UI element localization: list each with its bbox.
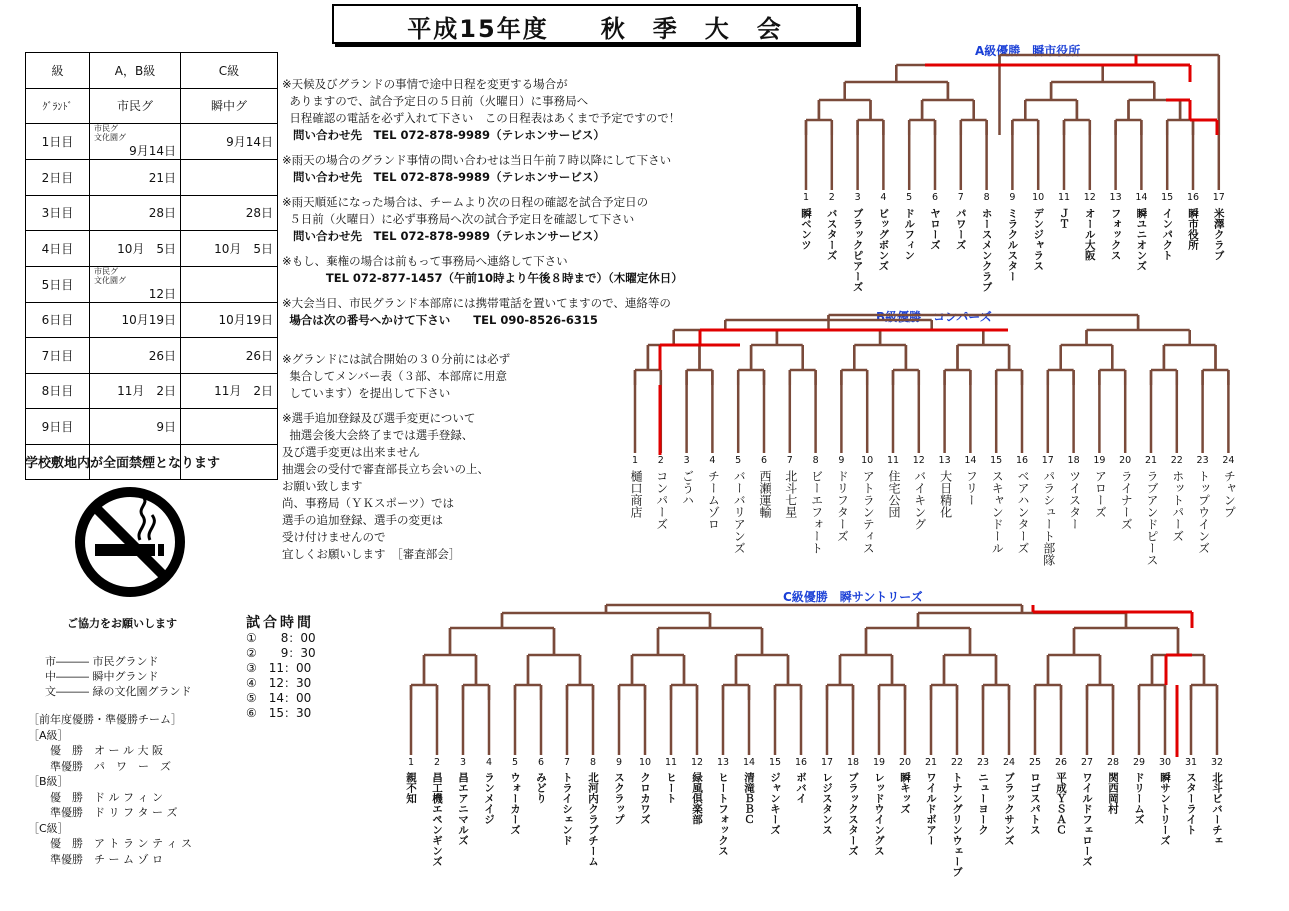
team-name: デンジャラス	[1032, 208, 1045, 271]
seed-number: 2	[657, 455, 664, 466]
seed-number: 9	[838, 455, 845, 466]
team-name: 樋口商店	[629, 470, 643, 518]
team-name: 北斗ビバーチェ	[1211, 772, 1223, 846]
team-name: トナングリンウェーブ	[951, 772, 963, 877]
team-name: 昌工機エペンギンズ	[431, 772, 443, 867]
note-line: 問い合わせ先 TEL 072‐878‐9989（テレホンサービス）	[292, 128, 605, 142]
day-cell: 8日目	[26, 373, 90, 409]
ground-c: 瞬中グ	[181, 88, 278, 124]
team-name: 瞬市役所	[1187, 208, 1199, 250]
team-name: スキャンドール	[990, 470, 1005, 554]
seed-number: 1	[631, 455, 639, 466]
champion-a: A級優勝 瞬市役所	[975, 44, 1081, 58]
c-cell: 10月19日	[181, 302, 278, 338]
note-line: 場合は次の番号へかけて下さい TEL 090‐8526‐6315	[289, 313, 598, 327]
header-cell: A，B級	[90, 53, 181, 89]
seed-number: 14	[742, 757, 756, 768]
team-name: オール大阪	[1083, 208, 1096, 261]
seed-number: 17	[820, 757, 834, 768]
ground-label: ｸﾞﾗﾝﾄﾞ	[26, 88, 90, 124]
seed-number: 12	[912, 455, 925, 466]
team-name: レッドウイングス	[873, 772, 885, 856]
seed-number: 26	[1054, 757, 1068, 768]
c-cell: 10月 5日	[181, 231, 278, 267]
team-name: ドリームズ	[1133, 772, 1145, 825]
note-line: TEL 072‐877‐1457（午前10時より午後８時まで）（木曜定休日）	[325, 271, 683, 285]
seed-number: 24	[1002, 757, 1016, 768]
note-line: しています）を提出して下さい	[289, 386, 451, 400]
team-name: ランメイジ	[483, 772, 495, 825]
team-name: ライナーズ	[1119, 470, 1134, 530]
seed-number: 8	[589, 757, 597, 768]
team-name: スターライト	[1185, 772, 1197, 835]
team-name: 住宅公団	[887, 470, 901, 518]
cooperation-text: ご協力をお願いします	[67, 617, 177, 630]
seed-number: 17	[1041, 455, 1054, 466]
seed-number: 8	[812, 455, 819, 466]
team-name: ビーエフォート	[809, 470, 824, 554]
team-name: ヤローズ	[929, 208, 941, 250]
team-name: ラブアンドピース	[1145, 470, 1159, 566]
team-name: フリー	[964, 470, 979, 506]
team-name: 親不知	[405, 772, 417, 804]
team-name: レジスタンス	[821, 772, 833, 835]
seed-number: 21	[924, 757, 938, 768]
seed-number: 13	[716, 757, 730, 768]
prev-item: 優 勝 ア ト ラ ン テ ィ ス	[50, 837, 192, 850]
seed-number: 6	[760, 455, 768, 466]
seed-number: 31	[1184, 757, 1198, 768]
note-line: 問い合わせ先 TEL 072‐878‐9989（テレホンサービス）	[292, 229, 605, 243]
seed-number: 9	[1009, 192, 1016, 203]
seed-number: 32	[1210, 757, 1224, 768]
seed-number: 13	[938, 455, 951, 466]
team-name: クロカワズ	[639, 772, 651, 825]
note-line: 抽選会後大会終了までは選手登録、	[289, 428, 474, 442]
seed-number: 4	[709, 455, 716, 466]
note-line: お願い致します	[282, 479, 363, 493]
prev-title: ［前年度優勝・準優勝チーム］	[28, 713, 182, 726]
seed-number: 1	[407, 757, 415, 768]
seed-number: 25	[1028, 757, 1042, 768]
team-name: 緑風倶楽部	[691, 772, 703, 825]
seed-number: 16	[794, 757, 808, 768]
seed-number: 10	[1032, 192, 1045, 203]
seed-number: 23	[976, 757, 990, 768]
prev-class-c: ［C級］	[28, 821, 69, 835]
seed-number: 15	[1161, 192, 1174, 203]
day-cell: 1日目	[26, 124, 90, 160]
team-name: 西瀬運輸	[758, 470, 772, 518]
prev-class-b: ［B級］	[28, 775, 69, 788]
seed-number: 13	[1109, 192, 1122, 203]
legend-item: 中――― 瞬中グランド	[45, 670, 159, 683]
note-line: ※雨天の場合のグランド事情の問い合わせは当日午前７時以降にして下さい	[282, 153, 672, 167]
team-name: 瞬キッズ	[899, 772, 911, 814]
seed-number: 5	[906, 192, 913, 203]
day-cell: 2日目	[26, 160, 90, 196]
c-cell: 26日	[181, 338, 278, 374]
team-name: ウォーカーズ	[509, 772, 521, 835]
team-name: 瞬サントリーズ	[1159, 772, 1171, 846]
ab-cell: 9日	[90, 409, 181, 445]
seed-number: 10	[638, 757, 652, 768]
prev-item: 優 勝 オ ー ル 大 阪	[50, 744, 163, 757]
header-cell: 級	[26, 53, 90, 89]
team-name: ビッグボンズ	[877, 208, 890, 271]
seed-number: 11	[1057, 192, 1071, 203]
prev-item: 優 勝 ド ル フ ィ ン	[50, 790, 163, 804]
prev-item: 準優勝 ド リ フ タ ー ズ	[50, 806, 178, 819]
seed-number: 8	[983, 192, 990, 203]
c-cell: 28日	[181, 195, 278, 231]
seed-number: 18	[1067, 455, 1080, 466]
team-name: トライシェンド	[561, 772, 573, 846]
team-name: ホースメンクラブ	[980, 208, 993, 292]
team-name: ヒート	[665, 772, 677, 804]
team-name: ブラックスターズ	[847, 772, 859, 856]
note-line: ※グランドには試合開始の３０分前には必ず	[282, 352, 511, 366]
team-name: ニューヨーク	[977, 772, 989, 835]
note-line: 尚、事務局（ＹＫスポーツ）では	[282, 496, 455, 510]
team-name: 関西岡村	[1107, 772, 1119, 814]
seed-number: 19	[872, 757, 886, 768]
time-item: ③ 11：00	[246, 661, 312, 675]
day-cell: 7日目	[26, 338, 90, 374]
team-name: 昌エアニマルズ	[457, 772, 469, 846]
seed-number: 18	[846, 757, 860, 768]
seed-number: 15	[990, 455, 1003, 466]
team-name: ベアハンターズ	[1016, 470, 1030, 554]
seed-number: 3	[854, 192, 861, 203]
note-line: ありますので、試合予定日の５日前（火曜日）に事務局へ	[289, 94, 589, 108]
seed-number: 30	[1158, 757, 1172, 768]
team-name: バイキング	[912, 470, 927, 530]
seed-number: 5	[735, 455, 742, 466]
team-name: 清滝ＢＢＣ	[743, 772, 755, 825]
seed-number: 17	[1212, 192, 1225, 203]
note-line: ※選手追加登録及び選手変更について	[282, 411, 476, 425]
note-line: 及び選手変更は出来ません	[282, 445, 420, 459]
team-name: ワイルドボアー	[925, 772, 937, 846]
seed-number: 7	[786, 455, 793, 466]
seed-number: 21	[1144, 455, 1158, 466]
team-name: パワーズ	[954, 208, 967, 250]
seed-number: 7	[563, 757, 571, 768]
time-item: ④ 12：30	[246, 676, 312, 690]
seed-number: 11	[664, 757, 678, 768]
time-item: ② 9：30	[246, 646, 316, 660]
seed-number: 16	[1186, 192, 1200, 203]
seed-number: 28	[1106, 757, 1120, 768]
ground-ab: 市民グ	[90, 88, 181, 124]
team-name: ツイスター	[1067, 470, 1082, 530]
seed-number: 27	[1080, 757, 1094, 768]
note-line: ５日前（火曜日）に必ず事務局へ次の試合予定日を確認して下さい	[289, 212, 635, 226]
team-name: ヒートフォックス	[717, 772, 729, 856]
seed-number: 14	[964, 455, 977, 466]
no-smoking-notice: 学校敷地内が全面禁煙となります	[25, 456, 221, 471]
match-times-title: 試合時間	[246, 615, 314, 631]
prev-class-a: ［A級］	[28, 728, 69, 742]
team-name: ホットパーズ	[1170, 470, 1185, 542]
seed-number: 22	[950, 757, 964, 768]
team-name: みどり	[535, 772, 547, 804]
team-name: ごうハ	[680, 470, 695, 506]
header-cell: C級	[181, 53, 278, 89]
team-name: フォックス	[1109, 208, 1122, 261]
champion-b: B級優勝 コンパーズ	[876, 310, 992, 324]
seed-number: 11	[886, 455, 900, 466]
team-name: バーバリアンズ	[732, 470, 747, 554]
note-line: ※大会当日、市民グランド本部席には携帯電話を置いてますので、連絡等の	[282, 296, 671, 310]
seed-number: 20	[898, 757, 912, 768]
team-name: アトランティス	[861, 470, 876, 554]
seed-number: 2	[828, 192, 835, 203]
day-cell: 6日目	[26, 302, 90, 338]
prev-item: 準優勝 パ ワ ー ズ	[50, 759, 171, 773]
seed-number: 9	[615, 757, 623, 768]
team-name: チャンプ	[1222, 470, 1237, 518]
ab-cell: 28日	[90, 195, 181, 231]
seed-number: 19	[1093, 455, 1106, 466]
team-name: 北河内クラブチーム	[587, 772, 599, 867]
time-item: ⑤ 14：00	[246, 691, 312, 705]
seed-number: 16	[1015, 455, 1029, 466]
seed-number: 3	[459, 757, 467, 768]
team-name: 北斗七星	[783, 470, 798, 518]
team-name: 大日精化	[938, 470, 953, 518]
team-name: スクラップ	[613, 772, 625, 825]
seed-number: 6	[537, 757, 545, 768]
seed-number: 4	[485, 757, 493, 768]
seed-number: 29	[1132, 757, 1146, 768]
champion-c: C級優勝 瞬サントリーズ	[783, 590, 923, 604]
seed-number: 24	[1222, 455, 1235, 466]
note-line: 宜しくお願いします ［審査部会］	[282, 547, 461, 561]
day-cell: 4日目	[26, 231, 90, 267]
team-name: ワイルドフェローズ	[1081, 772, 1093, 867]
seed-number: 12	[690, 757, 704, 768]
note-line: 抽選会の受付で審査部長立ち会いの上、	[282, 462, 489, 476]
team-name: バスターズ	[825, 208, 838, 261]
seed-number: 20	[1119, 455, 1132, 466]
seed-number: 2	[433, 757, 441, 768]
team-name: 瞬ユニオンズ	[1135, 208, 1148, 271]
seed-number: 14	[1135, 192, 1148, 203]
legend-item: 文――― 緑の文化園グランド	[45, 685, 192, 698]
team-name: 瞬ベンツ	[800, 208, 812, 250]
note-line: 集合してメンバー表（３部、本部席に用意	[289, 369, 508, 383]
seed-number: 7	[957, 192, 964, 203]
note-line: 受け付けませんので	[282, 530, 386, 544]
seed-number: 6	[931, 192, 939, 203]
note-line: ※雨天順延になった場合は、チームより次の日程の確認を試合予定日の	[282, 195, 649, 209]
ab-date: 12日	[148, 286, 176, 301]
day-cell: 9日目	[26, 409, 90, 445]
seed-number: 1	[802, 192, 810, 203]
team-name: ブラックピアーズ	[851, 208, 864, 292]
team-name: インパクト	[1161, 208, 1174, 261]
seed-number: 4	[880, 192, 887, 203]
note-line: 日程確認の電話を必ず入れて下さい この日程表はあくまで予定ですので！	[289, 111, 681, 125]
team-name: 平成ＹＳＡＣ	[1055, 772, 1067, 835]
team-name: チームゾロ	[706, 470, 721, 530]
team-name: ドルフィン	[903, 208, 916, 261]
legend-item: 市――― 市民グランド	[45, 655, 159, 668]
day-cell: 3日目	[26, 195, 90, 231]
seed-number: 23	[1196, 455, 1209, 466]
c-cell: 11月 2日	[181, 373, 278, 409]
team-name: コンパーズ	[654, 470, 669, 530]
time-item: ⑥ 15：30	[246, 706, 312, 720]
ab-cell: 11月 2日	[90, 373, 181, 409]
ab-cell: 10月 5日	[90, 231, 181, 267]
day-cell: 5日目	[26, 266, 90, 302]
team-name: ブラックサンズ	[1003, 772, 1015, 846]
c-cell: 9月14日	[181, 124, 278, 160]
ab-date: 9月14日	[129, 144, 176, 158]
note-line: 選手の追加登録、選手の変更は	[282, 513, 443, 527]
ground-note: 市民グ 文化園グ	[94, 266, 126, 285]
page-title: 平成15年度 秋 季 大 会	[407, 15, 783, 43]
note-line: ※もし、棄権の場合は前もって事務局へ連絡して下さい	[282, 254, 568, 268]
note-line: ※天候及びグランドの事情で途中日程を変更する場合が	[282, 77, 568, 91]
team-name: トップウインズ	[1196, 470, 1211, 554]
team-name: パラシュート部隊	[1041, 470, 1056, 566]
seed-number: 12	[1083, 192, 1096, 203]
seed-number: 5	[511, 757, 519, 768]
ab-cell: 21日	[90, 160, 181, 196]
seed-number: 3	[683, 455, 690, 466]
team-name: ミラクルスター	[1006, 208, 1019, 282]
team-name: 米澤クラブ	[1212, 208, 1225, 261]
team-name: ボバイ	[795, 772, 807, 804]
ab-cell: 26日	[90, 338, 181, 374]
seed-number: 22	[1170, 455, 1183, 466]
ground-note: 市民グ 文化園グ	[94, 124, 126, 142]
time-item: ① 8：00	[246, 631, 316, 645]
team-name: アローズ	[1093, 470, 1108, 518]
prev-item: 準優勝 チ ー ム ゾ ロ	[50, 852, 163, 866]
team-name: ドリフターズ	[835, 470, 850, 542]
team-name: ＪＴ	[1058, 208, 1070, 229]
ab-cell: 10月19日	[90, 302, 181, 338]
team-name: ロゴスパトス	[1029, 772, 1041, 835]
note-line: 問い合わせ先 TEL 072‐878‐9989（テレホンサービス）	[292, 170, 605, 184]
seed-number: 15	[768, 757, 782, 768]
seed-number: 10	[861, 455, 874, 466]
team-name: ジャンキーズ	[769, 772, 781, 835]
